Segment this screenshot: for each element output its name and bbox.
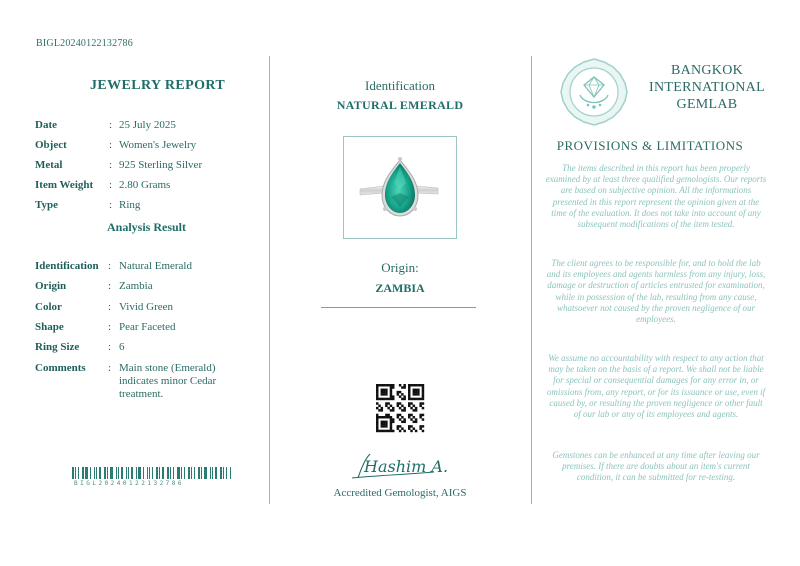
- detail-value: Ring: [119, 199, 141, 211]
- analysis-value: Vivid Green: [119, 301, 174, 313]
- barcode-bar: [162, 467, 164, 479]
- detail-value: 25 July 2025: [119, 119, 176, 131]
- barcode-bar: [184, 467, 185, 479]
- barcode-bar: [167, 467, 169, 479]
- provisions-paragraph: The client agrees to be responsible for, and to hold the lab and its employees and agents harmless from any injury, loss, damage or destruction of articles entrusted for examination, while in possession of the lab, resulting from any cause, whatsoever not caused by the proven negligence of our employees.: [546, 258, 766, 325]
- barcode-bar: [204, 467, 207, 479]
- identification-value: NATURAL EMERALD: [336, 98, 464, 112]
- gemologist-caption: Accredited Gemologist, AIGS: [333, 487, 467, 499]
- identification-label: Identification: [364, 78, 436, 93]
- emerald-ring-image: [344, 137, 456, 238]
- barcode-bar: [107, 467, 108, 479]
- analysis-label: Shape: [35, 321, 64, 333]
- lab-name-line: INTERNATIONAL: [649, 80, 765, 95]
- barcode-bar: [96, 467, 97, 479]
- barcode-bar: [75, 467, 76, 479]
- analysis-label: Color: [35, 301, 62, 313]
- analysis-label: Identification: [35, 260, 99, 272]
- barcode-bar: [152, 467, 153, 479]
- barcode-bar: [118, 467, 119, 479]
- barcode-bar: [177, 467, 180, 479]
- detail-label: Item Weight: [35, 179, 94, 191]
- barcode-bar: [170, 467, 171, 479]
- gemologist-signature: [348, 448, 449, 484]
- gemlab-logo: [558, 57, 630, 127]
- barcode-bar: [126, 467, 127, 479]
- barcode-bar: [159, 467, 160, 479]
- detail-value: Women's Jewelry: [119, 139, 197, 151]
- barcode-bar: [90, 467, 91, 479]
- barcode-bar: [212, 467, 213, 479]
- gemlab-seal-icon: [558, 57, 630, 127]
- barcode-bar: [181, 467, 182, 479]
- barcode-bar: [128, 467, 129, 479]
- analysis-value: Zambia: [119, 280, 153, 292]
- analysis-result-heading: Analysis Result: [107, 220, 187, 234]
- barcode-bar: [220, 467, 222, 479]
- barcode-bar: [188, 467, 190, 479]
- barcode-number: BIGL20240122132786: [74, 480, 185, 487]
- qr-code-graphic: [376, 384, 424, 432]
- barcode-bar: [136, 467, 137, 479]
- barcode-bar: [230, 467, 231, 479]
- barcode-bar: [173, 467, 174, 479]
- detail-label: Metal: [35, 159, 63, 171]
- divider-right: [531, 56, 532, 504]
- barcode-bar: [85, 467, 88, 479]
- detail-label: Object: [35, 139, 67, 151]
- barcode-bar: [131, 467, 133, 479]
- barcode-bar: [147, 467, 148, 479]
- barcode-bar: [201, 467, 202, 479]
- detail-value: 2.80 Grams: [119, 179, 171, 191]
- qr-code: [376, 384, 424, 432]
- analysis-value: 6: [119, 341, 125, 353]
- barcode-bar: [226, 467, 227, 479]
- barcode-bar: [194, 467, 195, 479]
- analysis-label: Comments: [35, 362, 86, 374]
- origin-underline: [321, 307, 476, 308]
- barcode-bar: [104, 467, 106, 479]
- barcode-bar: [156, 467, 158, 479]
- barcode-bar: [215, 467, 217, 479]
- provisions-paragraph: We assume no accountability with respect to any action that may be taken on the basis of a report. We shall not be liable for special or consequential damages for any error in, or omissions from, any report, or for its issuance or use, even if caused by, or resulting the proven negligence or other fault of our lab or any of its employees and agents.: [546, 353, 766, 420]
- lab-name: [642, 62, 772, 113]
- signature-text: Hashim A.: [364, 457, 449, 476]
- barcode-bar: [210, 467, 211, 479]
- origin-value: ZAMBIA: [375, 281, 425, 295]
- analysis-value: Pear Faceted: [119, 321, 176, 333]
- barcode-bar: [72, 467, 74, 479]
- divider-left: [269, 56, 270, 504]
- lab-name-line: BANGKOK: [670, 63, 744, 78]
- analysis-label: Origin: [35, 280, 67, 292]
- ring-photo: [343, 136, 457, 239]
- origin-label: Origin:: [381, 260, 419, 275]
- barcode-bar: [116, 467, 117, 479]
- analysis-label: Ring Size: [35, 341, 80, 353]
- barcode-bar: [78, 467, 79, 479]
- barcode-bar: [94, 467, 95, 479]
- report-serial-number: BIGL20240122132786: [36, 38, 133, 49]
- analysis-value: Natural Emerald: [119, 260, 192, 272]
- detail-label: Type: [35, 199, 59, 211]
- lab-name-line: GEMLAB: [676, 97, 738, 112]
- provisions-heading: PROVISIONS & LIMITATIONS: [556, 138, 744, 153]
- analysis-value: Main stone (Emerald) indicates minor Cedar treatment.: [119, 362, 217, 400]
- barcode-bar: [223, 467, 224, 479]
- barcode-bar: [138, 467, 141, 479]
- barcode-bar: [149, 467, 150, 479]
- barcode: [72, 467, 232, 479]
- provisions-paragraph: Gemstones can be enhanced at any time after leaving our premises. If there are doubts about an item's current condition, it can be submitted for re-testing.: [552, 450, 760, 483]
- provisions-paragraph: The items described in this report has been properly examined by at least three qualified gemologists. Our reports are based on subjective opinion. All the informations presented in this report represent the opinion given at the time of the evaluation. It does not take into account of any subsequent modifications of the item tested.: [545, 163, 767, 230]
- detail-label: Date: [35, 119, 57, 131]
- barcode-bar: [82, 467, 84, 479]
- report-title: JEWELRY REPORT: [90, 78, 226, 93]
- barcode-bar: [121, 467, 123, 479]
- barcode-bar: [143, 467, 145, 479]
- barcode-bar: [198, 467, 200, 479]
- detail-value: 925 Sterling Silver: [119, 159, 203, 171]
- barcode-bar: [99, 467, 101, 479]
- barcode-bar: [110, 467, 113, 479]
- barcode-bar: [191, 467, 192, 479]
- signature-image: [348, 448, 449, 484]
